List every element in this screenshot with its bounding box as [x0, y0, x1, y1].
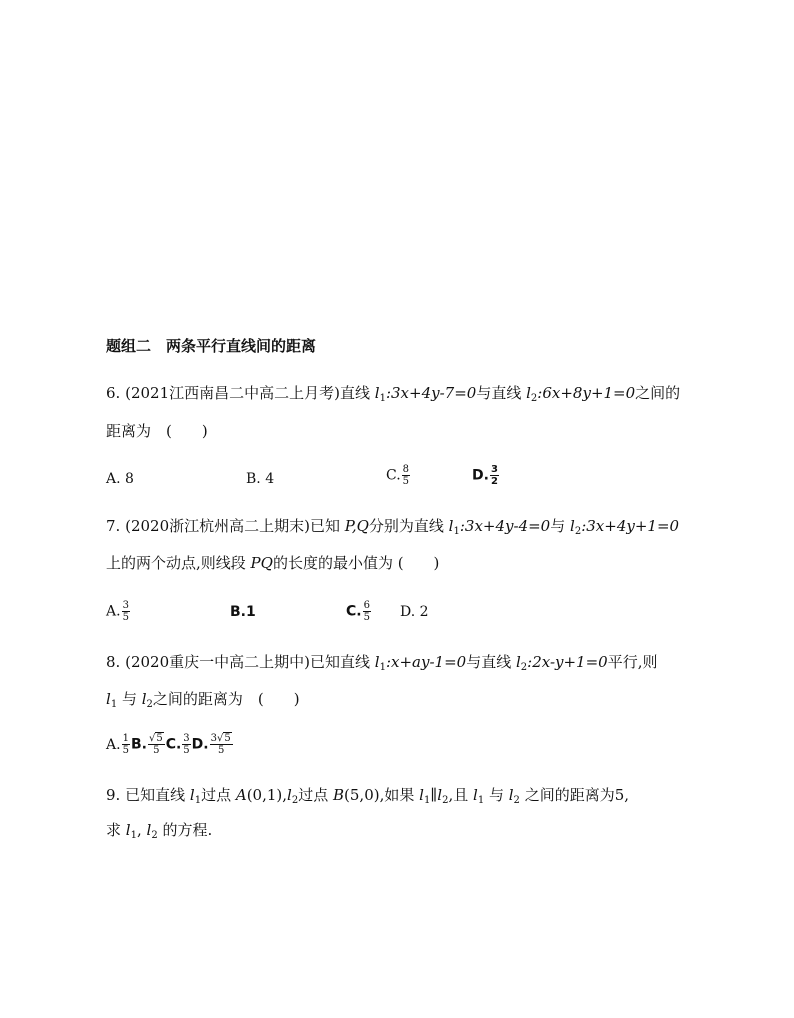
option-c: C.	[165, 736, 182, 753]
equation: :3x+4y-4=0	[459, 517, 551, 535]
option-c: C. $\frac{8}{5}$	[386, 464, 410, 487]
option-b: B. 4	[246, 471, 275, 487]
fraction: $\frac{6}{5}$	[363, 600, 370, 623]
option-a: A. 8	[106, 471, 134, 487]
question-source: (2021江西南昌二中高二上月考)	[125, 384, 340, 402]
fraction: $\frac{3}{5}$	[183, 733, 190, 756]
option-b: B.1	[230, 604, 256, 620]
fraction: $\frac{3}{2}$	[490, 464, 498, 487]
option-d: D. 2	[400, 604, 429, 620]
fraction: $\frac{3}{5}$	[122, 600, 129, 623]
option-d: D.	[191, 736, 209, 753]
question-number: 7.	[106, 517, 121, 535]
option-d: D. $\frac{3}{2}$	[472, 464, 498, 487]
line-symbol: l	[448, 517, 454, 535]
section-heading: 题组二 两条平行直线间的距离	[106, 337, 317, 355]
fraction: $\frac{√5}{5}$	[148, 733, 163, 756]
question-7-line-2: 上的两个动点,则线段 PQ的长度的最小值为 ( )	[106, 554, 440, 572]
question-6-line-1: 6. (2021江西南昌二中高二上月考)直线 $l_1:3x+4y-7=0$与直线 $l_2:6x+8y+1=0$之间的	[106, 384, 681, 404]
question-6-line-2: 距离为 ( )	[106, 422, 208, 440]
question-number: 6.	[106, 384, 121, 402]
question-9-line-1: 9. 已知直线 $l_1$过点 $A(0,1),l_2$过点 B(5,0),如果 $l_1\parallel l_2$,且 $l_1$ 与 $l_2$ 之间的距离为5,	[106, 786, 630, 806]
question-9-line-2: 求 $l_1$, $l_2$ 的方程.	[106, 821, 213, 841]
question-7-line-1: 7. (2020浙江杭州高二上期末)已知 P,Q分别为直线 $l_1:3x+4y-4=0$与 $l_2:3x+4y+1=0$	[106, 517, 680, 537]
question-8-line-1: 8. (2020重庆一中高二上期中)已知直线 $l_1:x+ay-1=0$与直线 $l_2:2x-y+1=0$平行,则	[106, 653, 658, 673]
question-number: 8.	[106, 653, 121, 671]
question-source: (2020重庆一中高二上期中)	[125, 653, 310, 671]
line-symbol: l	[570, 517, 575, 535]
line-symbol: l	[526, 384, 531, 402]
equation: :2x-y+1=0	[527, 653, 608, 671]
question-8-line-2: $l_1$ 与 $l_2$之间的距离为 ( )	[106, 690, 300, 710]
line-symbol: l	[515, 653, 521, 671]
option-a: A. $\frac{1}{5}$	[106, 733, 129, 756]
equation: :3x+4y+1=0	[581, 517, 680, 535]
option-b: B.	[130, 736, 147, 753]
question-8-options	[106, 733, 234, 756]
fraction: $\frac{3√5}{5}$	[210, 733, 231, 756]
fraction: $\frac{1}{5}$	[122, 733, 129, 756]
question-number: 9.	[106, 786, 121, 804]
equation: :3x+4y-7=0	[385, 384, 477, 402]
option-c: C. $\frac{6}{5}$	[346, 600, 370, 623]
line-symbol: l	[374, 384, 380, 402]
equation: :6x+8y+1=0	[537, 384, 636, 402]
question-source: (2020浙江杭州高二上期末)	[125, 517, 310, 535]
option-a: A. $\frac{3}{5}$	[106, 600, 129, 623]
fraction: $\frac{8}{5}$	[402, 464, 410, 487]
line-symbol: l	[374, 653, 380, 671]
equation: :x+ay-1=0	[385, 653, 467, 671]
